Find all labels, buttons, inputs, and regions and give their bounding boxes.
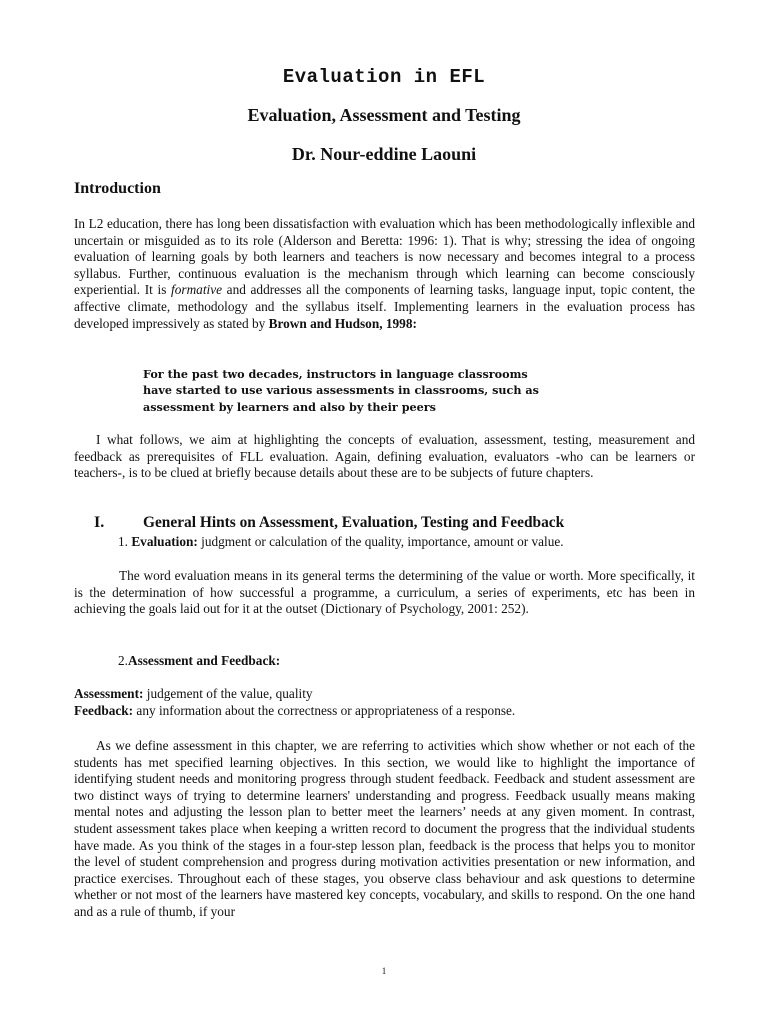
introduction-heading: Introduction (74, 180, 161, 197)
assessment-text: judgement of the value, quality (143, 686, 313, 701)
quote-line: assessment by learners and also by their peers (143, 399, 436, 414)
intro-p1-citation: Brown and Hudson, 1998: (268, 315, 417, 331)
evaluation-paragraph: The word evaluation means in its general terms the determining of the value or worth. More specifically, it is the determination of how successful a programme, a curriculum, a series of experiments, etc has been in achieving the goals laid out for it at the outset (Dictionary of Psychology, 2001: 252). (74, 568, 695, 617)
block-quote (143, 366, 543, 415)
assessment-label: Assessment: (74, 686, 144, 701)
evaluation-label: Evaluation: (131, 534, 198, 549)
evaluation-text: judgment or calculation of the quality, importance, amount or value. (197, 534, 564, 549)
feedback-text: any information about the correctness or appropriateness of a response. (133, 703, 516, 718)
quote-line: For the past two decades, instructors in language classrooms (143, 367, 528, 381)
intro-paragraph-2: I what follows, we aim at highlighting the concepts of evaluation, assessment, testing, measurement and feedback as prerequisites of FLL evaluation. Again, defining evaluation, evaluators -who can be learners or teachers-, is to be clued at briefly because details about these are to be subjects of future chapters. (74, 432, 695, 481)
page-number: 1 (381, 966, 387, 976)
item-number: 2. (118, 653, 128, 668)
assessment-definition (74, 686, 313, 703)
document-author: Dr. Nour-eddine Laouni (291, 144, 477, 164)
document-subtitle: Evaluation, Assessment and Testing (247, 105, 521, 125)
intro-p1-italic: formative (171, 282, 223, 298)
item-number: 1. (118, 534, 128, 549)
assessment-body-paragraph: As we define assessment in this chapter, we are referring to activities which show whether or not each of the students has met specified learning objectives. In this section, we would like to highlight the importance of identifying student needs and monitoring progress through student feedback. Feedback and student assessment are two distinct ways of trying to determine learners' understanding and progress. Feedback usually means making mental notes and adjusting the lesson plan to better meet the learners’ needs at any given moment. In contrast, student assessment takes place when keeping a written record to document the progress that the individual students have made. As you think of the stages in a four-step lesson plan, feedback is the process that helps you to monitor the level of student comprehension and progress during motivation activities presentation or new information, and practice exercises. Throughout each of these stages, you observe class behaviour and ask questions to determine whether or not most of the learners have mastered key concepts, vocabulary, and skills to respond. On the one hand and as a rule of thumb, if your (74, 738, 695, 919)
section-title: General Hints on Assessment, Evaluation, Testing and Feedback (143, 514, 565, 531)
section-number: I. (94, 514, 105, 531)
assessment-feedback-heading (118, 653, 280, 670)
feedback-label: Feedback: (74, 703, 134, 718)
evaluation-definition (118, 534, 564, 551)
assessment-feedback-label: Assessment and Feedback: (127, 653, 281, 668)
intro-paragraph-1 (74, 216, 695, 332)
quote-line: have started to use various assessments in classrooms, such as (143, 383, 539, 398)
intro-p1-text-b: and addresses all the components of learning tasks, language input, topic content, the affective climate, methodology and the syllabus itself. Implementing learners in the evaluation process has developed impressively as stated by (74, 282, 695, 331)
feedback-definition (74, 703, 515, 720)
intro-p1-text-a: In L2 education, there has long been dissatisfaction with evaluation which has been methodologically inflexible and uncertain or misguided as to its role (Alderson and Beretta: 1996: 1). That is why; stressing the idea of ongoing evaluation of learning goals by both learners and teachers is now necessary and becomes integral to a process syllabus. Further, continuous evaluation is the mechanism through which learning can become consciously experiential. It is (74, 216, 695, 298)
document-title: Evaluation in EFL (282, 66, 486, 88)
